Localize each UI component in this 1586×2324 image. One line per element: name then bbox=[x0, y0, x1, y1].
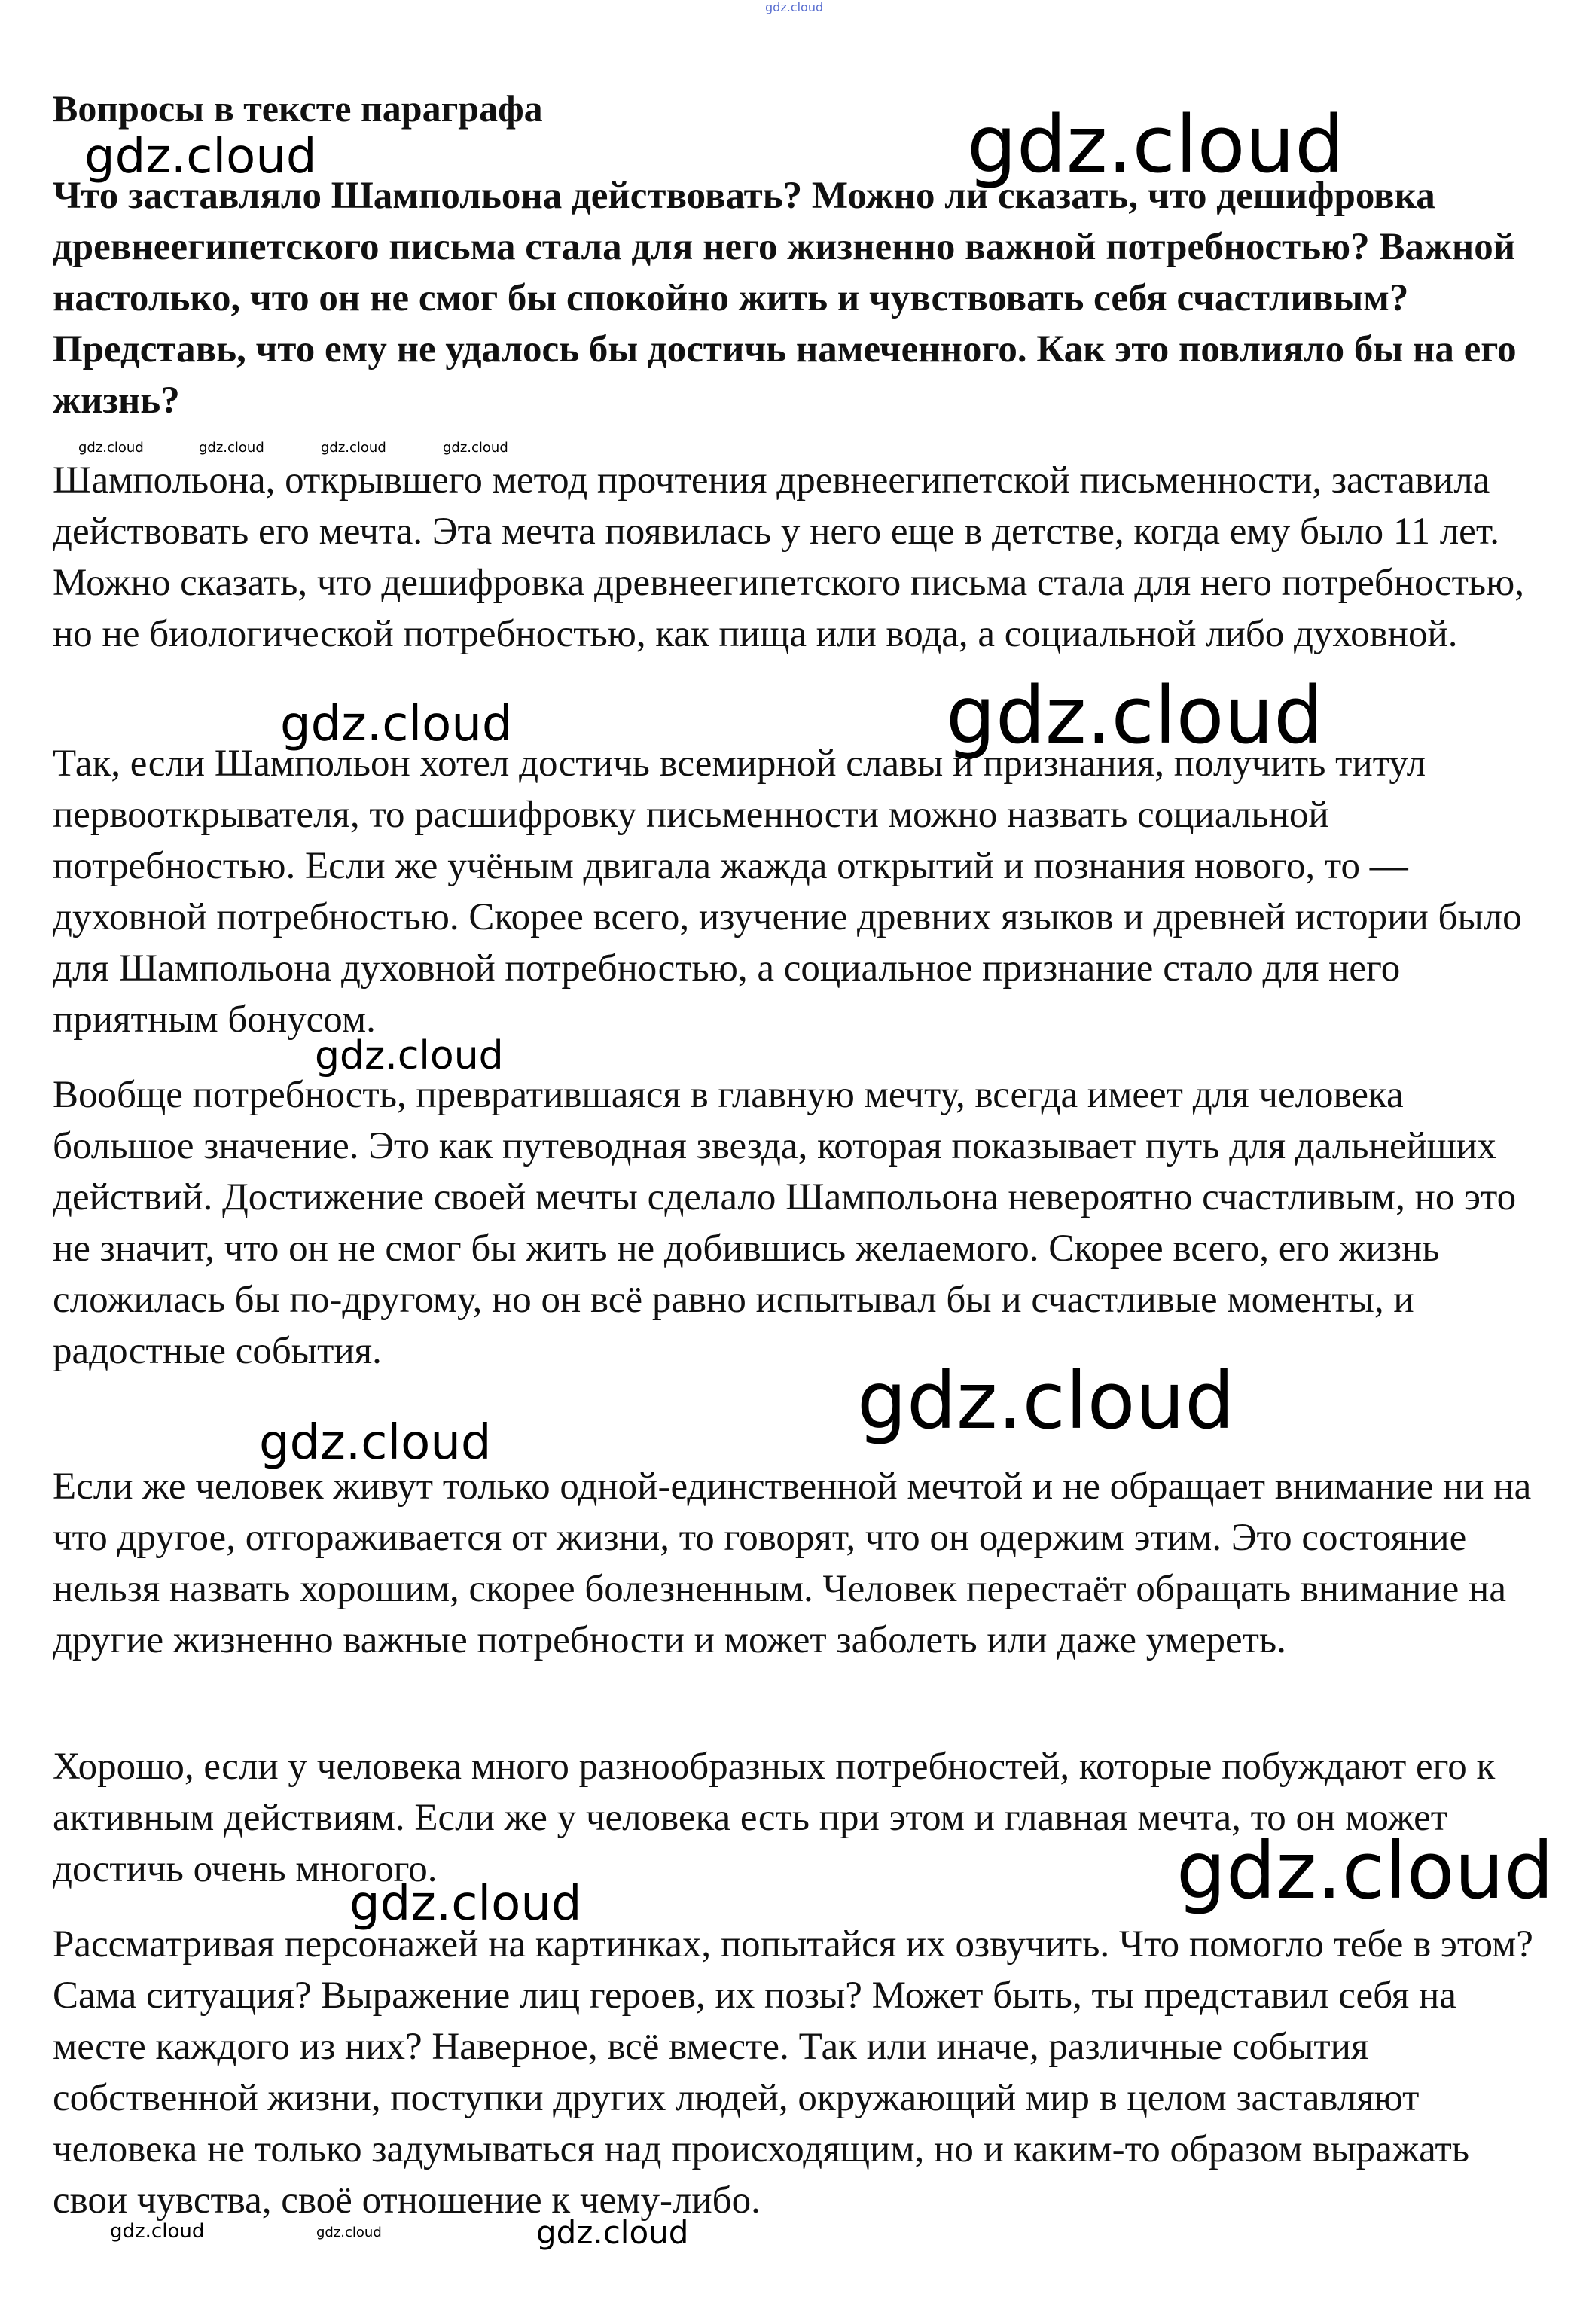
watermark: gdz.cloud bbox=[443, 440, 508, 456]
section-heading: Вопросы в тексте параграфа bbox=[53, 87, 543, 130]
answer-paragraph-5: Хорошо, если у человека много разнообразных потребностей, которые побуждают его к активным действиям. Если же у человека есть при этом и главная мечта, то он может достичь очень многого. bbox=[53, 1746, 1496, 1890]
question-text: Что заставляло Шампольона действовать? Можно ли сказать, что дешифровка древнеегипетского письма стала для него жизненно важной потребностью? Важной настолько, что он не смог бы спокойно жить и чувствовать себя счастливым? Представь, что ему не удалось бы достичь намеченного. Как это повлияло бы на его жизнь? bbox=[53, 175, 1517, 422]
answer-paragraph-3: Вообще потребность, превратившаяся в главную мечту, всегда имеет для человека большое значение. Это как путеводная звезда, которая показывает путь для дальнейших действий. Достижение своей мечты сделало Шампольона невероятно счастливым, но это не значит, что он не смог бы жить не добившись желаемого. Скорее всего, его жизнь сложилась бы по-другому, но он всё равно испытывал бы и счастливые моменты, и радостные события. bbox=[53, 1074, 1517, 1372]
watermark-top: gdz.cloud bbox=[765, 0, 824, 14]
watermark: gdz.cloud bbox=[857, 1355, 1235, 1447]
watermark: gdz.cloud bbox=[110, 2220, 205, 2243]
watermark: gdz.cloud bbox=[78, 440, 144, 456]
watermark: gdz.cloud bbox=[946, 669, 1324, 761]
watermark: gdz.cloud bbox=[84, 129, 317, 185]
answer-paragraph-2: Так, если Шампольон хотел достичь всемирной славы и признания, получить титул первооткрывателя, то расшифровку письменности можно назвать социальной потребностью. Если же учёным двигала жажда открытий и познания нового, то — духовной потребностью. Скорее всего, изучение древних языков и древней истории было для Шампольона духовной потребностью, а социальное признание стало для него приятным бонусом. bbox=[53, 743, 1522, 1041]
watermark: gdz.cloud bbox=[321, 440, 386, 456]
answer-paragraph-6: Рассматривая персонажей на картинках, попытайся их озвучить. Что помогло тебе в этом? Сама ситуация? Выражение лиц героев, их позы? Может быть, ты представил себя на месте каждого из них? Наверное, всё вместе. Так или иначе, различные события собственной жизни, поступки других людей, окружающий мир в целом заставляют человека не только задумываться над происходящим, но и каким-то образом выражать свои чувства, своё отношение к чему-либо. bbox=[53, 1923, 1533, 2222]
watermark: gdz.cloud bbox=[967, 99, 1345, 191]
watermark: gdz.cloud bbox=[536, 2214, 689, 2251]
watermark: gdz.cloud bbox=[259, 1415, 492, 1471]
watermark: gdz.cloud bbox=[315, 1033, 504, 1078]
watermark: gdz.cloud bbox=[280, 697, 513, 752]
watermark: gdz.cloud bbox=[1176, 1825, 1554, 1917]
answer-paragraph-1: Шампольона, открывшего метод прочтения древнеегипетской письменности, заставила действовать его мечта. Эта мечта появилась у него еще в детстве, когда ему было 11 лет. Можно сказать, что дешифровка древнеегипетского письма стала для него потребностью, но не биологической потребностью, как пища или вода, а социальной либо духовной. bbox=[53, 459, 1524, 655]
watermark: gdz.cloud bbox=[199, 440, 264, 456]
watermark: gdz.cloud bbox=[316, 2225, 382, 2240]
document-page bbox=[53, 0, 1544, 2324]
watermark: gdz.cloud bbox=[349, 1876, 582, 1932]
answer-paragraph-4: Если же человек живут только одной-единственной мечтой и не обращает внимание ни на что другое, отгораживается от жизни, то говорят, что он одержим этим. Это состояние нельзя назвать хорошим, скорее болезненным. Человек перестаёт обращать внимание на другие жизненно важные потребности и может заболеть или даже умереть. bbox=[53, 1465, 1532, 1661]
